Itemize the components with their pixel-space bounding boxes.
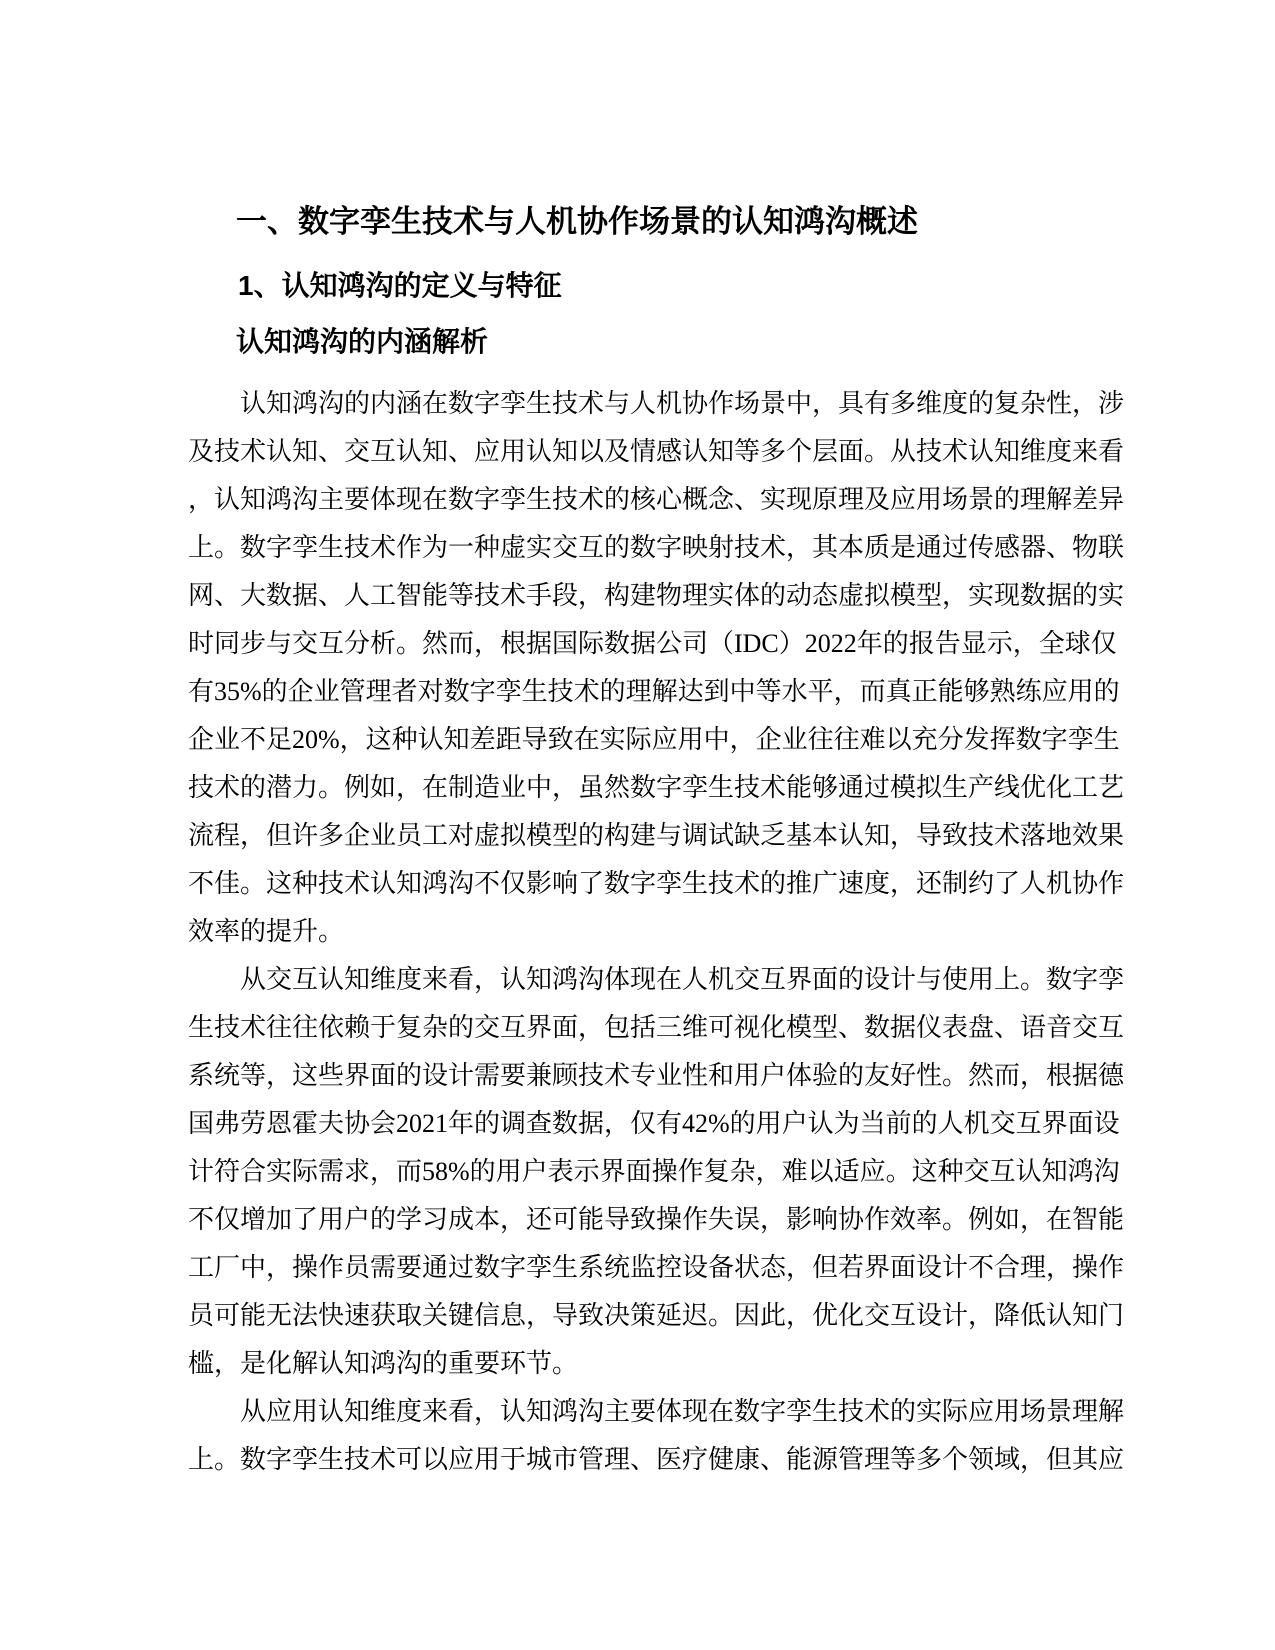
text-line: 效率的提升。 <box>188 917 345 946</box>
text-line: 流程，但许多企业员工对虚拟模型的构建与调试缺乏基本认知，导致技术落地效果 <box>188 821 1125 850</box>
text-line: 企业不足20%，这种认知差距导致在实际应用中，企业往往难以充分发挥数字孪生 <box>188 725 1120 754</box>
text-line: 国弗劳恩霍夫协会2021年的调查数据，仅有42%的用户认为当前的人机交互界面设 <box>188 1109 1120 1138</box>
paragraph-2 <box>188 956 1125 1388</box>
text-line: 生技术往往依赖于复杂的交互界面，包括三维可视化模型、数据仪表盘、语音交互 <box>188 1013 1125 1042</box>
text-line: 系统等，这些界面的设计需要兼顾技术专业性和用户体验的友好性。然而，根据德 <box>188 1061 1125 1090</box>
text-line: 工厂中，操作员需要通过数字孪生系统监控设备状态，但若界面设计不合理，操作 <box>188 1253 1125 1282</box>
text-line: 时同步与交互分析。然而，根据国际数据公司（IDC）2022年的报告显示，全球仅 <box>188 629 1117 658</box>
text-line: 槛，是化解认知鸿沟的重要环节。 <box>188 1349 579 1378</box>
text-line: 有35%的企业管理者对数字孪生技术的理解达到中等水平，而真正能够熟练应用的 <box>188 677 1120 706</box>
document-content <box>188 200 1125 1484</box>
subsubsection-heading: 认知鸿沟的内涵解析 <box>236 326 489 357</box>
paragraph-3 <box>188 1388 1125 1484</box>
text-line: 不佳。这种技术认知鸿沟不仅影响了数字孪生技术的推广速度，还制约了人机协作 <box>188 869 1125 898</box>
text-line: 不仅增加了用户的学习成本，还可能导致操作失误，影响协作效率。例如，在智能 <box>188 1205 1125 1234</box>
text-line: 技术的潜力。例如，在制造业中，虽然数字孪生技术能够通过模拟生产线优化工艺 <box>188 773 1125 802</box>
text-line: 认知鸿沟的内涵在数字孪生技术与人机协作场景中，具有多维度的复杂性，涉 <box>240 389 1125 418</box>
text-line: 上。数字孪生技术作为一种虚实交互的数字映射技术，其本质是通过传感器、物联 <box>188 533 1125 562</box>
text-line: 从应用认知维度来看，认知鸿沟主要体现在数字孪生技术的实际应用场景理解 <box>240 1397 1125 1426</box>
subsection-heading: 1、认知鸿沟的定义与特征 <box>238 270 562 301</box>
text-line: 从交互认知维度来看，认知鸿沟体现在人机交互界面的设计与使用上。数字孪 <box>240 965 1125 994</box>
text-line: 计符合实际需求，而58%的用户表示界面操作复杂，难以适应。这种交互认知鸿沟 <box>188 1157 1120 1186</box>
text-line: ，认知鸿沟主要体现在数字孪生技术的核心概念、实现原理及应用场景的理解差异 <box>188 485 1125 514</box>
text-line: 及技术认知、交互认知、应用认知以及情感认知等多个层面。从技术认知维度来看 <box>188 437 1125 466</box>
paragraph-1 <box>188 380 1125 956</box>
text-line: 员可能无法快速获取关键信息，导致决策延迟。因此，优化交互设计，降低认知门 <box>188 1301 1125 1330</box>
text-line: 上。数字孪生技术可以应用于城市管理、医疗健康、能源管理等多个领域，但其应 <box>188 1445 1125 1474</box>
section-heading: 一、数字孪生技术与人机协作场景的认知鸿沟概述 <box>236 204 918 239</box>
text-line: 网、大数据、人工智能等技术手段，构建物理实体的动态虚拟模型，实现数据的实 <box>188 581 1125 610</box>
